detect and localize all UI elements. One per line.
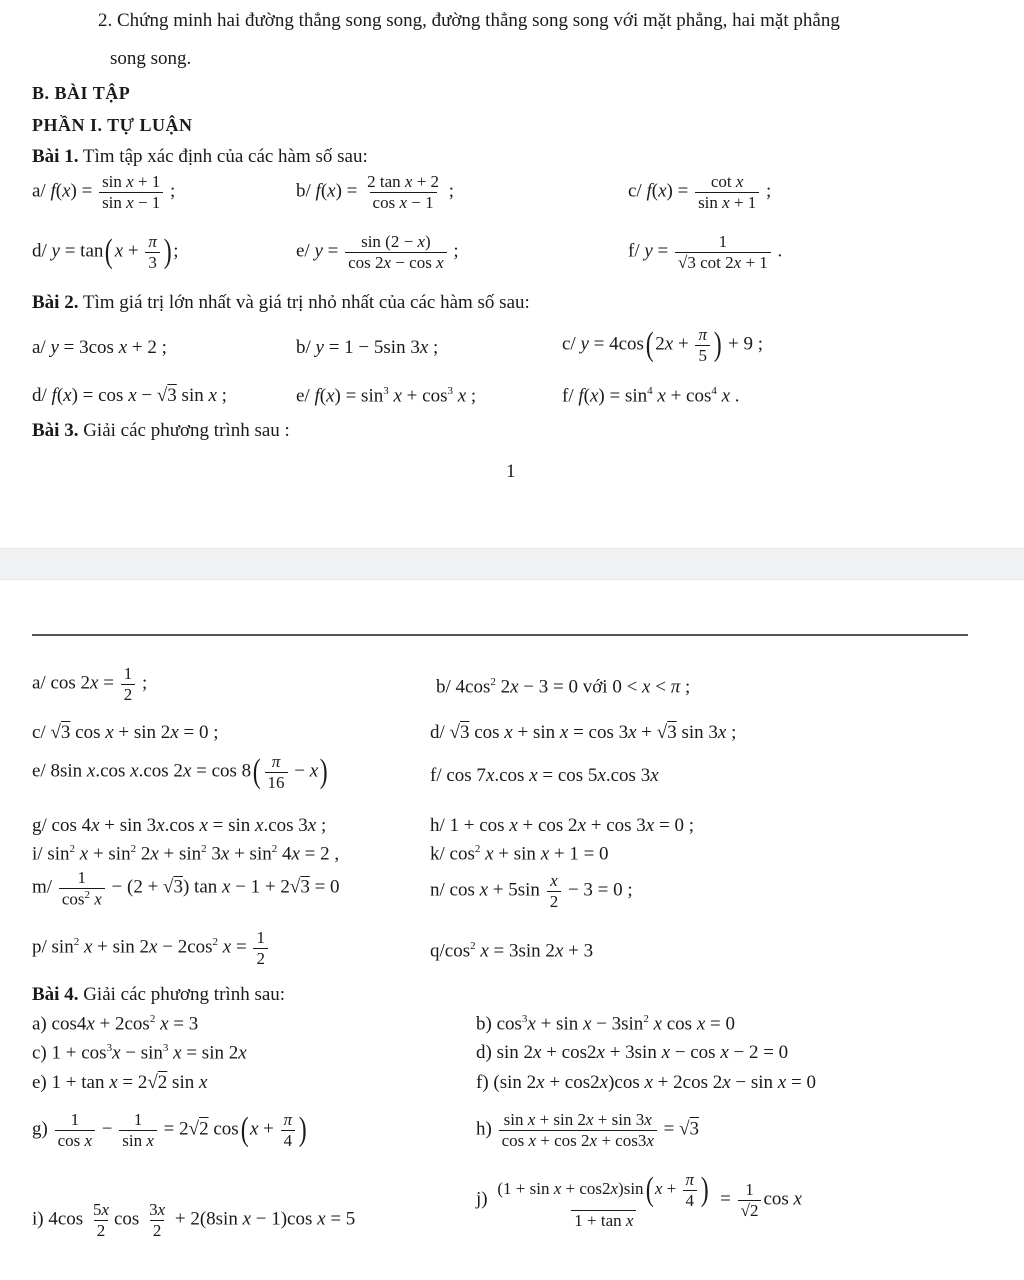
bai2-d: d/ f(x) = cos x − √3 sin x ; [32, 385, 227, 406]
bai4-b-label: b) [476, 1013, 492, 1035]
bai1-a-label: a/ [32, 180, 46, 202]
bai3-e: e/ 8sin x.cos x.cos 2x = cos 8( $\frac{\pi}{16}$ − x) [32, 752, 328, 792]
bai1-d-label: d/ [32, 240, 47, 262]
bai1-text: Tìm tập xác định của các hàm số sau: [82, 146, 368, 167]
bai4-e: e) 1 + tan x = 2√2 sin x [32, 1072, 208, 1093]
bai3-p-label: p/ [32, 936, 47, 958]
bai3-n-label: n/ [430, 879, 445, 901]
bai4-e-label: e) [32, 1072, 47, 1093]
intro-item2-cont: song song. [110, 48, 192, 69]
bai3-b-voi: với [582, 676, 608, 698]
bai2-d-label: d/ [32, 385, 47, 406]
bai3-g: g/ cos 4x + sin 3x.cos x = sin x.cos 3x ; [32, 815, 327, 836]
bai4-f-label: f) [476, 1072, 489, 1093]
bai3-f: f/ cos 7x.cos x = cos 5x.cos 3x [430, 765, 659, 786]
bai1-title [32, 146, 368, 168]
bai4-h-label: h) [476, 1118, 492, 1140]
bai2-b-label: b/ [296, 337, 311, 358]
bai3-e-label: e/ [32, 760, 46, 782]
bai3-g-label: g/ [32, 815, 47, 836]
part1-heading: PHẦN I. TỰ LUẬN [32, 115, 193, 135]
bai3-h: h/ 1 + cos x + cos 2x + cos 3x = 0 ; [430, 815, 694, 836]
bai4-j: j) (1 + sin x + cos2x)sin(x + $\frac{\pi}{4}$ ) 1 + tan x = $\frac{1}{√2}$ cos x [476, 1170, 802, 1231]
bai4-a-label: a) [32, 1013, 47, 1035]
bai3-q: $q/\cos^2$ x = 3sin 2x + 3 [430, 940, 594, 962]
bai4-title [32, 984, 285, 1006]
bai3-h-label: h/ [430, 815, 445, 836]
bai3-text: Giải các phương trình sau : [83, 420, 290, 441]
bai4-c-label: c) [32, 1042, 47, 1064]
bai1-e-label: e/ [296, 240, 310, 262]
bai1-d: d/ y = tan(x + $\frac{\pi}{3}$ ); [32, 232, 179, 272]
section-b-heading: B. BÀI TẬP [32, 83, 131, 103]
bai4-label: Bài 4. [32, 984, 79, 1005]
bai2-a: a/ y = 3cos x + 2 ; [32, 337, 167, 358]
bai4-d-label: d) [476, 1042, 492, 1063]
bai4-f: f) (sin 2x + cos2x)cos x + 2cos 2x − sin x = 0 [476, 1072, 816, 1093]
bai4-g: g) $\frac{1}{\text{cos x}}$ − $\frac{1}{\text{sin x}}$ = 2√2 cos(x + $\frac{\pi}{4}$ ) [32, 1110, 307, 1150]
bai3-a: a/ cos 2x = $\frac{1}{2}$ ; [32, 664, 148, 704]
bai3-i: i/ $\sin^2 x + \sin^2 2x + \sin^2 3x + \sin^2 4x = 2$ , [32, 843, 340, 865]
bai3-m-label: m/ [32, 876, 53, 898]
bai2-c-label: c/ [562, 333, 576, 355]
bai3-k-label: k/ [430, 843, 445, 865]
header-rule [32, 634, 968, 636]
page-number: 1 [506, 461, 516, 482]
bai2-title [32, 292, 530, 314]
bai3-k: k/ $\cos^2 x + \sin x + 1 = 0$ [430, 843, 609, 865]
bai2-c: c/ y = 4cos(2x + $\frac{\pi}{5}$ ) + 9 ; [562, 325, 764, 365]
bai4-i: i) 4cos $\frac{5x}{2}$ cos $\frac{3x}{2}$ + 2(8sin x − 1)cos x = 5 [32, 1200, 356, 1240]
bai1-label: Bài 1. [32, 146, 79, 167]
bai4-d: d) sin 2x + cos2x + 3sin x − cos x − 2 = 0 [476, 1042, 789, 1063]
bai1-a: a/ f(x) = $\frac{\text{sin x + 1}}{\text{sin x − 1}}$ ; [32, 172, 176, 212]
bai3-q-label: q/ [430, 940, 445, 962]
bai4-j-label: j) [476, 1188, 488, 1210]
bai2-b: b/ y = 1 − 5sin 3x ; [296, 337, 439, 358]
bai1-b: b/ f(x) = $\frac{\text{2 tan x + 2}}{\text{cos x − 1}}$ ; [296, 172, 455, 212]
bai3-a-label: a/ [32, 672, 46, 694]
bai2-f: f/ $f(x) = \sin^4 x + \cos^4 x$ . [562, 385, 740, 407]
bai4-g-label: g) [32, 1118, 48, 1140]
bai3-p: p/ $\sin^2 x + \sin 2x - 2\cos^2$ x = $\frac{1}{2}$ [32, 928, 270, 968]
bai3-m: m/ $\frac{1}{\cos^2 x}$ − (2 + √3) tan x − 1 + 2√3 = 0 [32, 868, 340, 909]
bai1-b-label: b/ [296, 180, 311, 202]
bai4-a: a) $\cos 4x + 2\cos^2$ x = 3 [32, 1013, 199, 1035]
bai1-c: c/ f(x) = $\frac{\text{cot x}}{\text{sin x + 1}}$ ; [628, 172, 772, 212]
bai2-e: e/ $f(x) = \sin^3 x + \cos^3 x$ ; [296, 385, 477, 407]
intro-item2: 2. Chứng minh hai đường thẳng song song, đường thẳng song song với mặt phẳng, hai mặt phẳng [98, 10, 840, 31]
bai1-f-label: f/ [628, 240, 640, 262]
bai3-d: d/ √3 cos x + sin x = cos 3x + √3 sin 3x ; [430, 722, 737, 743]
bai4-b: b) $\cos^3x + \sin x - 3\sin^2$ x cos x = 0 [476, 1013, 735, 1035]
bai2-e-label: e/ [296, 385, 310, 407]
bai2-text: Tìm giá trị lớn nhất và giá trị nhỏ nhất của các hàm số sau: [82, 292, 530, 313]
bai3-n: n/ cos x + 5sin $\frac{x}{2}$ − 3 = 0 ; [430, 871, 633, 911]
bai3-label: Bài 3. [32, 420, 79, 441]
bai4-c: c) $1 + \cos^3x - \sin^3 x = \sin 2x$ [32, 1042, 247, 1064]
bai3-c-label: c/ [32, 722, 46, 743]
bai3-c: c/ √3 cos x + sin 2x = 0 ; [32, 722, 219, 743]
bai4-h: h) $\frac{\text{sin x + sin 2x + sin 3x}}{\text{cos x + cos 2x + cos3x}}$ = √3 [476, 1110, 700, 1150]
bai1-e: e/ y = $\frac{\sin (2 - x)}{\text{cos 2x − cos x}}$ ; [296, 232, 459, 272]
bai1-c-label: c/ [628, 180, 642, 202]
bai3-b-label: b/ [436, 676, 451, 698]
bai3-f-label: f/ [430, 765, 442, 786]
bai2-label: Bài 2. [32, 292, 79, 313]
bai3-d-label: d/ [430, 722, 445, 743]
page-break [0, 548, 1024, 580]
bai4-i-label: i) [32, 1208, 44, 1230]
bai3-i-label: i/ [32, 843, 43, 865]
bai3-b: b/ $4\cos^2$ 2x − 3 = 0 với 0 < x < π ; [436, 676, 691, 698]
bai4-text: Giải các phương trình sau: [83, 984, 286, 1005]
bai3-title [32, 420, 290, 442]
bai2-f-label: f/ [562, 385, 574, 407]
bai2-a-label: a/ [32, 337, 46, 358]
bai1-f: f/ y = $\frac{1}{√3 \cot 2x + 1}$ . [628, 232, 783, 272]
